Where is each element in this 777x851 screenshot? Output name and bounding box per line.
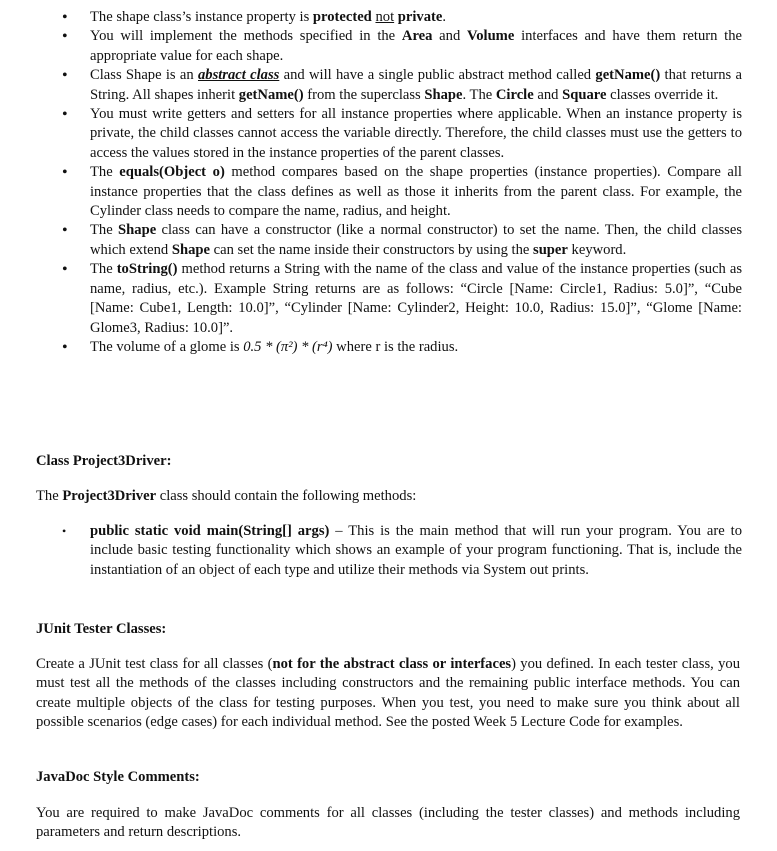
list-item: • Class Shape is an abstract class and will have a single public abstract method called getName() that returns a String. All shapes inherit getName() from the superclass Shape. The Circle and Square classes override it. <box>62 66 742 105</box>
junit-heading: JUnit Tester Classes: <box>36 621 167 637</box>
list-item: • You will implement the methods specified in the Area and Volume interfaces and have them return the appropriate value for each shape. <box>62 27 742 66</box>
list-item: • You must write getters and setters for all instance properties where applicable. When an instance property is private, the child classes cannot access the variable directly. Therefore, the child classes must use the getters to access the values stored in the instance properties of the parent classes. <box>62 105 742 163</box>
driver-intro: The Project3Driver class should contain the following methods: <box>36 488 417 504</box>
javadoc-paragraph: You are required to make JavaDoc comments for all classes (including the tester classes) and methods including parameters and return descriptions. <box>36 805 740 841</box>
driver-method-list <box>62 522 742 580</box>
list-item: • The shape class’s instance property is protected not private. <box>62 8 742 27</box>
junit-paragraph: Create a JUnit test class for all classes (not for the abstract class or interfaces) you defined. In each tester class, you must test all the methods of the classes including constructors and the remaining public interface methods. You can create multiple objects of the class for testing purposes. When you test, you need to make sure you think about all possible scenarios (edge cases) for each individual method. See the posted Week 5 Lecture Code for examples. <box>36 656 740 731</box>
list-item: • The toString() method returns a String with the name of the class and value of the instance properties (such as name, radius, etc.). Example String returns are as follows: “Circle [Name: Circle1, Radius: 5.0]”, “Cube [Name: Cube1, Length: 10.0]”, “Cylinder [Name: Cylinder2, Height: 10.0, Radius: 15.0]”, “Glome [Name: Glome3, Radius: 10.0]”. <box>62 260 742 338</box>
driver-heading: Class Project3Driver: <box>36 453 172 469</box>
javadoc-heading: JavaDoc Style Comments: <box>36 769 200 785</box>
requirements-list <box>62 8 742 357</box>
list-item: • The Shape class can have a constructor (like a normal constructor) to set the name. Then, the child classes which extend Shape can set the name inside their constructors by using the super keyword. <box>62 221 742 260</box>
list-item: • The volume of a glome is 0.5 * (π²) * (r⁴) where r is the radius. <box>62 338 742 357</box>
list-item: • The equals(Object o) method compares based on the shape properties (instance properties). Compare all instance properties that the class defines as well as those it inherits from the parent class. For example, the Cylinder class needs to compare the name, radius, and height. <box>62 163 742 221</box>
list-item: • public static void main(String[] args) – This is the main method that will run your program. You are to include basic testing functionality which shows an example of your program functioning. That is, include the instantiation of an object of each type and utilize their methods via System out prints. <box>62 522 742 580</box>
